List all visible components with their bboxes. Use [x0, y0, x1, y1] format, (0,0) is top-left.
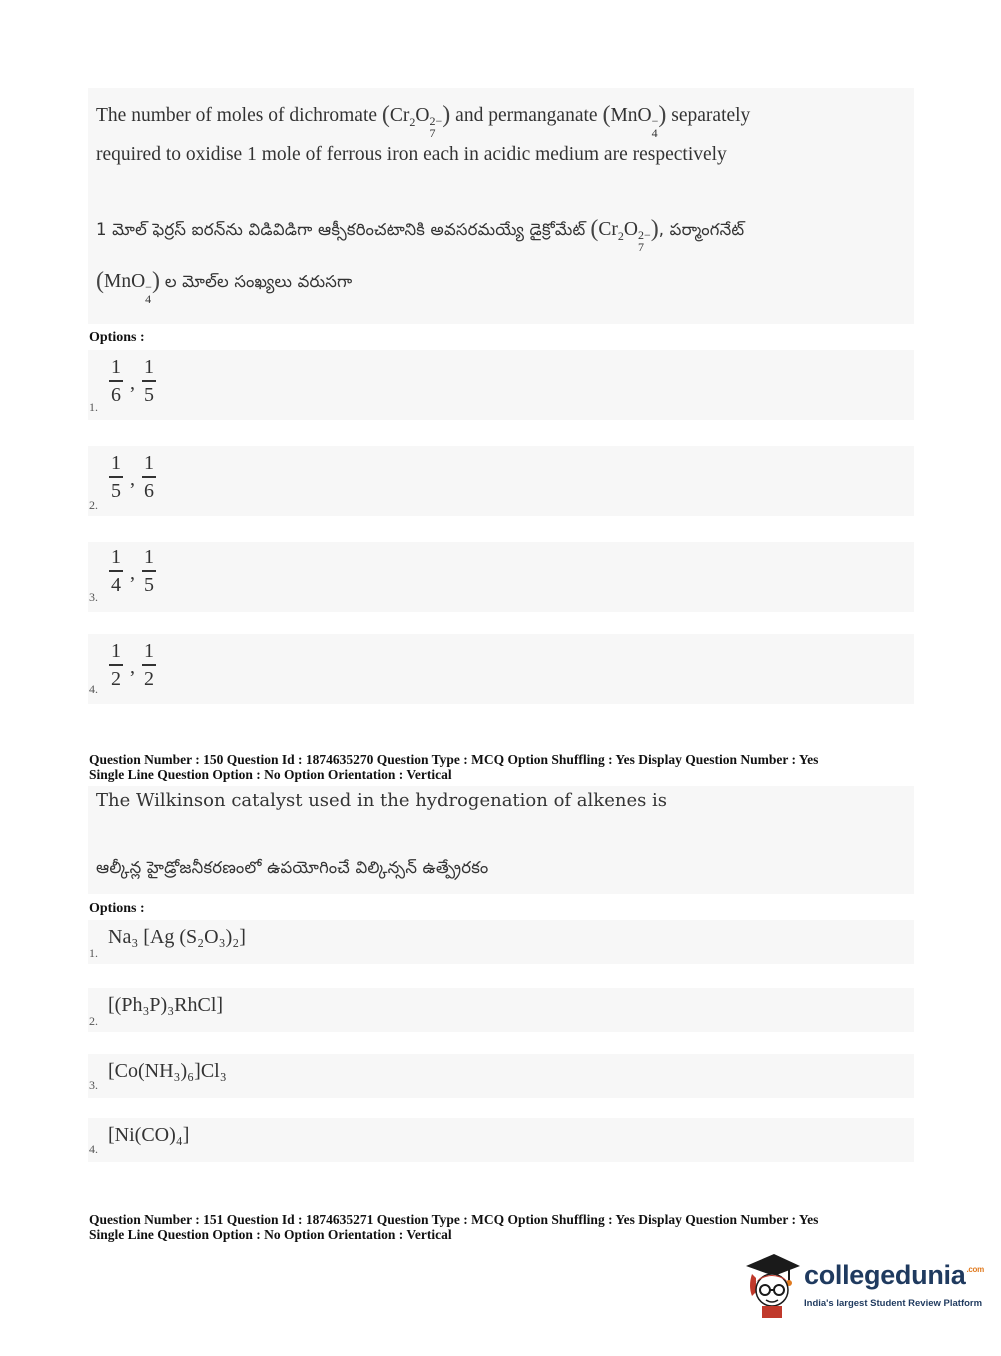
- q150-option-1-text: Na₃ [Ag (S₂O₃)₂]: [108, 926, 246, 948]
- q149-option-3-value: $\frac{1}{4}$ , $\frac{1}{5}$: [111, 546, 154, 596]
- q150-options-label: Options :: [89, 901, 145, 916]
- student-mascot-icon: [742, 1252, 802, 1322]
- permanganate-formula: MnO − 4: [610, 105, 659, 140]
- q149-option-1-number: 1.: [89, 400, 98, 414]
- question-149-image: [88, 88, 914, 324]
- q151-meta: Question Number : 151 Question Id : 1874635271 Question Type : MCQ Option Shuffling : Yes Display Question Number : Yes Single Line Question Option : No Option Orientation : Vertical: [89, 1212, 819, 1242]
- q149-english-line2: required to oxidise 1 mole of ferrous iron each in acidic medium are respectively: [96, 144, 727, 165]
- q149-option-2[interactable]: [88, 446, 914, 516]
- q150-meta: Question Number : 150 Question Id : 1874635270 Question Type : MCQ Option Shuffling : Yes Display Question Number : Yes Single Line Question Option : No Option Orientation : Vertical: [89, 752, 819, 782]
- q150-option-1-number: 1.: [89, 946, 98, 960]
- q150-option-4[interactable]: [88, 1118, 914, 1162]
- q150-option-3-text: [Co(NH₃)₆]Cl₃: [108, 1060, 227, 1082]
- q150-telugu: ఆల్కీన్ల హైడ్రోజనీకరణంలో ఉపయోగించే విల్కిన్సన్ ఉత్ప్రేరకం: [96, 858, 489, 877]
- q149-telugu-line1: 1 మోల్ ఫెర్రస్ ఐరన్‌ను విడివిడిగా ఆక్సీకరించటానికి అవసరమయ్యే డైక్రోమేట్ ($Cr_2O$ 2− 7 ), పర్మాంగనేట్: [96, 216, 745, 254]
- q149-option-3-number: 3.: [89, 590, 98, 604]
- q149-telugu-line2: (MnO − 4 ) ల మోల్‌ల సంఖ్యలు వరుసగా: [96, 268, 353, 306]
- q149-option-2-number: 2.: [89, 498, 98, 512]
- q149-english-line1: The number of moles of dichromate ($Cr_2O$ 2− 7 ) and permanganate (MnO − 4 ) separately: [96, 102, 751, 140]
- q149-option-4-value: $\frac{1}{2}$ , $\frac{1}{2}$: [111, 640, 154, 690]
- q149-option-4[interactable]: [88, 634, 914, 704]
- q149-options-label: Options :: [89, 330, 145, 345]
- logo-tagline: India's largest Student Review Platform: [804, 1298, 983, 1309]
- logo-wordmark: collegedunia$^{.com}$: [804, 1260, 984, 1290]
- q150-option-2-number: 2.: [89, 1014, 98, 1028]
- dichromate-formula: $Cr_2O$ 2− 7: [389, 105, 443, 140]
- q149-option-2-value: $\frac{1}{5}$ , $\frac{1}{6}$: [111, 452, 154, 502]
- q149-option-4-number: 4.: [89, 682, 98, 696]
- q149-option-1-value: $\frac{1}{6}$ , $\frac{1}{5}$: [111, 356, 154, 406]
- q150-option-4-text: [Ni(CO)₄]: [108, 1124, 190, 1146]
- collegedunia-logo[interactable]: [742, 1252, 984, 1322]
- q150-option-3-number: 3.: [89, 1078, 98, 1092]
- q149-option-1[interactable]: [88, 350, 914, 420]
- question-150-image: [88, 786, 914, 894]
- q150-option-2-text: [(Ph₃P)₃RhCl]: [108, 994, 224, 1016]
- q149-option-3[interactable]: [88, 542, 914, 612]
- q150-option-4-number: 4.: [89, 1142, 98, 1156]
- q150-english: The Wilkinson catalyst used in the hydrogenation of alkenes is: [96, 790, 668, 811]
